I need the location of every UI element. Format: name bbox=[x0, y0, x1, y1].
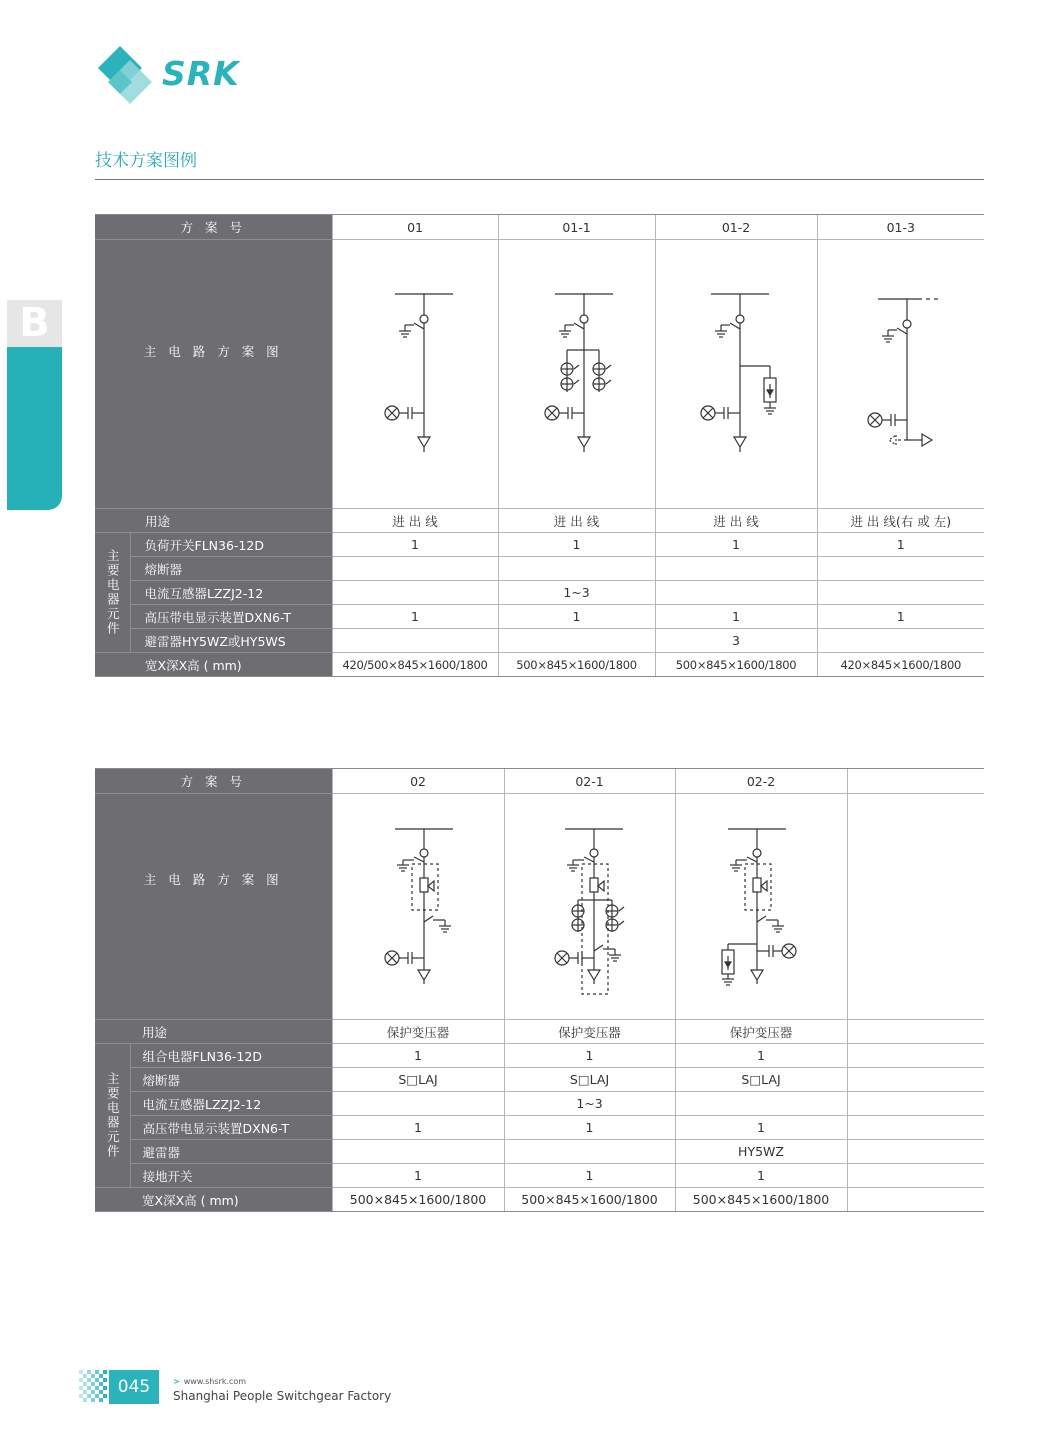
dimensions-value: 420/500×845×1600/1800 bbox=[332, 653, 498, 677]
component-value bbox=[332, 557, 498, 581]
component-value bbox=[817, 581, 984, 605]
usage-value: 进 出 线(右 或 左) bbox=[817, 509, 984, 533]
footer-url bbox=[173, 1377, 246, 1386]
scheme-table-01 bbox=[95, 214, 984, 677]
component-value bbox=[847, 1068, 984, 1092]
arrow-icon: > bbox=[173, 1377, 180, 1386]
circuit-diagram-01-3 bbox=[817, 240, 984, 509]
component-value: 1 bbox=[817, 605, 984, 629]
component-value: 1 bbox=[655, 605, 817, 629]
component-value: 3 bbox=[655, 629, 817, 653]
component-value: 1 bbox=[332, 605, 498, 629]
circuit-diagram-01-2 bbox=[655, 240, 817, 509]
component-value bbox=[332, 1140, 504, 1164]
main-components-label: 主要电器元件 bbox=[95, 1044, 130, 1188]
scheme-number: 01 bbox=[332, 215, 498, 240]
scheme-number: 01-2 bbox=[655, 215, 817, 240]
component-value bbox=[498, 629, 655, 653]
circuit-diagram-02-1 bbox=[504, 794, 675, 1020]
circuit-diagram-01 bbox=[332, 240, 498, 509]
component-name: 高压带电显示装置DXN6-T bbox=[130, 605, 332, 629]
component-name: 避雷器 bbox=[130, 1140, 332, 1164]
component-name: 高压带电显示装置DXN6-T bbox=[130, 1116, 332, 1140]
component-value: 1 bbox=[655, 533, 817, 557]
chapter-letter: B bbox=[7, 300, 62, 347]
component-name: 熔断器 bbox=[130, 557, 332, 581]
component-value bbox=[504, 1140, 675, 1164]
usage-label: 用途 bbox=[95, 1020, 332, 1044]
dimensions-value: 500×845×1600/1800 bbox=[332, 1188, 504, 1212]
component-value bbox=[655, 557, 817, 581]
component-value: 1 bbox=[498, 533, 655, 557]
component-name: 接地开关 bbox=[130, 1164, 332, 1188]
dimensions-label: 宽X深X高 ( mm) bbox=[95, 1188, 332, 1212]
component-value: 1 bbox=[332, 1044, 504, 1068]
component-value bbox=[847, 1164, 984, 1188]
component-value: 1 bbox=[504, 1044, 675, 1068]
component-name: 电流互感器LZZJ2-12 bbox=[130, 1092, 332, 1116]
scheme-number: 01-1 bbox=[498, 215, 655, 240]
component-name: 负荷开关FLN36-12D bbox=[130, 533, 332, 557]
component-value bbox=[817, 557, 984, 581]
dimensions-value bbox=[847, 1188, 984, 1212]
component-value: 1 bbox=[675, 1164, 847, 1188]
scheme-table-02 bbox=[95, 768, 984, 1212]
scheme-number-label: 方 案 号 bbox=[95, 769, 332, 794]
component-value: 1~3 bbox=[504, 1092, 675, 1116]
diagram-label: 主 电 路 方 案 图 bbox=[95, 794, 332, 1020]
component-value: 1 bbox=[498, 605, 655, 629]
brand-name: SRK bbox=[162, 54, 240, 93]
component-value: S□LAJ bbox=[675, 1068, 847, 1092]
section-title: 技术方案图例 bbox=[95, 151, 197, 171]
component-value: 1 bbox=[675, 1044, 847, 1068]
usage-value: 保护变压器 bbox=[504, 1020, 675, 1044]
component-value bbox=[498, 557, 655, 581]
component-value: 1 bbox=[504, 1116, 675, 1140]
page-number: 045 bbox=[109, 1370, 159, 1404]
component-value bbox=[847, 1116, 984, 1140]
dimensions-value: 500×845×1600/1800 bbox=[655, 653, 817, 677]
component-value bbox=[847, 1044, 984, 1068]
dimensions-value: 500×845×1600/1800 bbox=[675, 1188, 847, 1212]
component-value: 1 bbox=[332, 1116, 504, 1140]
circuit-diagram-02-2 bbox=[675, 794, 847, 1020]
scheme-number: 02-1 bbox=[504, 769, 675, 794]
usage-label: 用途 bbox=[95, 509, 332, 533]
component-value: S□LAJ bbox=[332, 1068, 504, 1092]
usage-value: 进 出 线 bbox=[498, 509, 655, 533]
scheme-number: 02-2 bbox=[675, 769, 847, 794]
component-value: 1 bbox=[817, 533, 984, 557]
component-value: 1~3 bbox=[498, 581, 655, 605]
scheme-number-label: 方 案 号 bbox=[95, 215, 332, 240]
chapter-label: 高压开关柜设备 bbox=[63, 365, 82, 477]
component-name: 避雷器HY5WZ或HY5WS bbox=[130, 629, 332, 653]
component-value: 1 bbox=[504, 1164, 675, 1188]
usage-value: 保护变压器 bbox=[332, 1020, 504, 1044]
main-components-label: 主要电器元件 bbox=[95, 533, 130, 653]
component-value bbox=[655, 581, 817, 605]
component-name: 熔断器 bbox=[130, 1068, 332, 1092]
usage-value: 进 出 线 bbox=[332, 509, 498, 533]
component-value bbox=[847, 1092, 984, 1116]
component-value bbox=[675, 1092, 847, 1116]
circuit-diagram-01-1 bbox=[498, 240, 655, 509]
component-value bbox=[817, 629, 984, 653]
component-value: 1 bbox=[332, 1164, 504, 1188]
component-value bbox=[847, 1140, 984, 1164]
dimensions-value: 420×845×1600/1800 bbox=[817, 653, 984, 677]
chapter-tab bbox=[7, 347, 82, 510]
footer-company: Shanghai People Switchgear Factory bbox=[173, 1389, 392, 1403]
circuit-diagram-empty bbox=[847, 794, 984, 1020]
component-value: S□LAJ bbox=[504, 1068, 675, 1092]
component-value bbox=[332, 629, 498, 653]
footer-checker-pattern bbox=[79, 1370, 109, 1404]
component-value bbox=[332, 581, 498, 605]
dimensions-value: 500×845×1600/1800 bbox=[498, 653, 655, 677]
title-divider bbox=[95, 179, 984, 180]
usage-value: 进 出 线 bbox=[655, 509, 817, 533]
usage-value: 保护变压器 bbox=[675, 1020, 847, 1044]
scheme-number: 02 bbox=[332, 769, 504, 794]
dimensions-value: 500×845×1600/1800 bbox=[504, 1188, 675, 1212]
dimensions-label: 宽X深X高 ( mm) bbox=[95, 653, 332, 677]
circuit-diagram-02 bbox=[332, 794, 504, 1020]
component-value: 1 bbox=[332, 533, 498, 557]
component-value bbox=[332, 1092, 504, 1116]
diagram-label: 主 电 路 方 案 图 bbox=[95, 240, 332, 509]
scheme-number: 01-3 bbox=[817, 215, 984, 240]
component-value: 1 bbox=[675, 1116, 847, 1140]
footer-url-text: www.shsrk.com bbox=[183, 1377, 247, 1386]
component-name: 电流互感器LZZJ2-12 bbox=[130, 581, 332, 605]
usage-value bbox=[847, 1020, 984, 1044]
scheme-number bbox=[847, 769, 984, 794]
component-value: HY5WZ bbox=[675, 1140, 847, 1164]
component-name: 组合电器FLN36-12D bbox=[130, 1044, 332, 1068]
